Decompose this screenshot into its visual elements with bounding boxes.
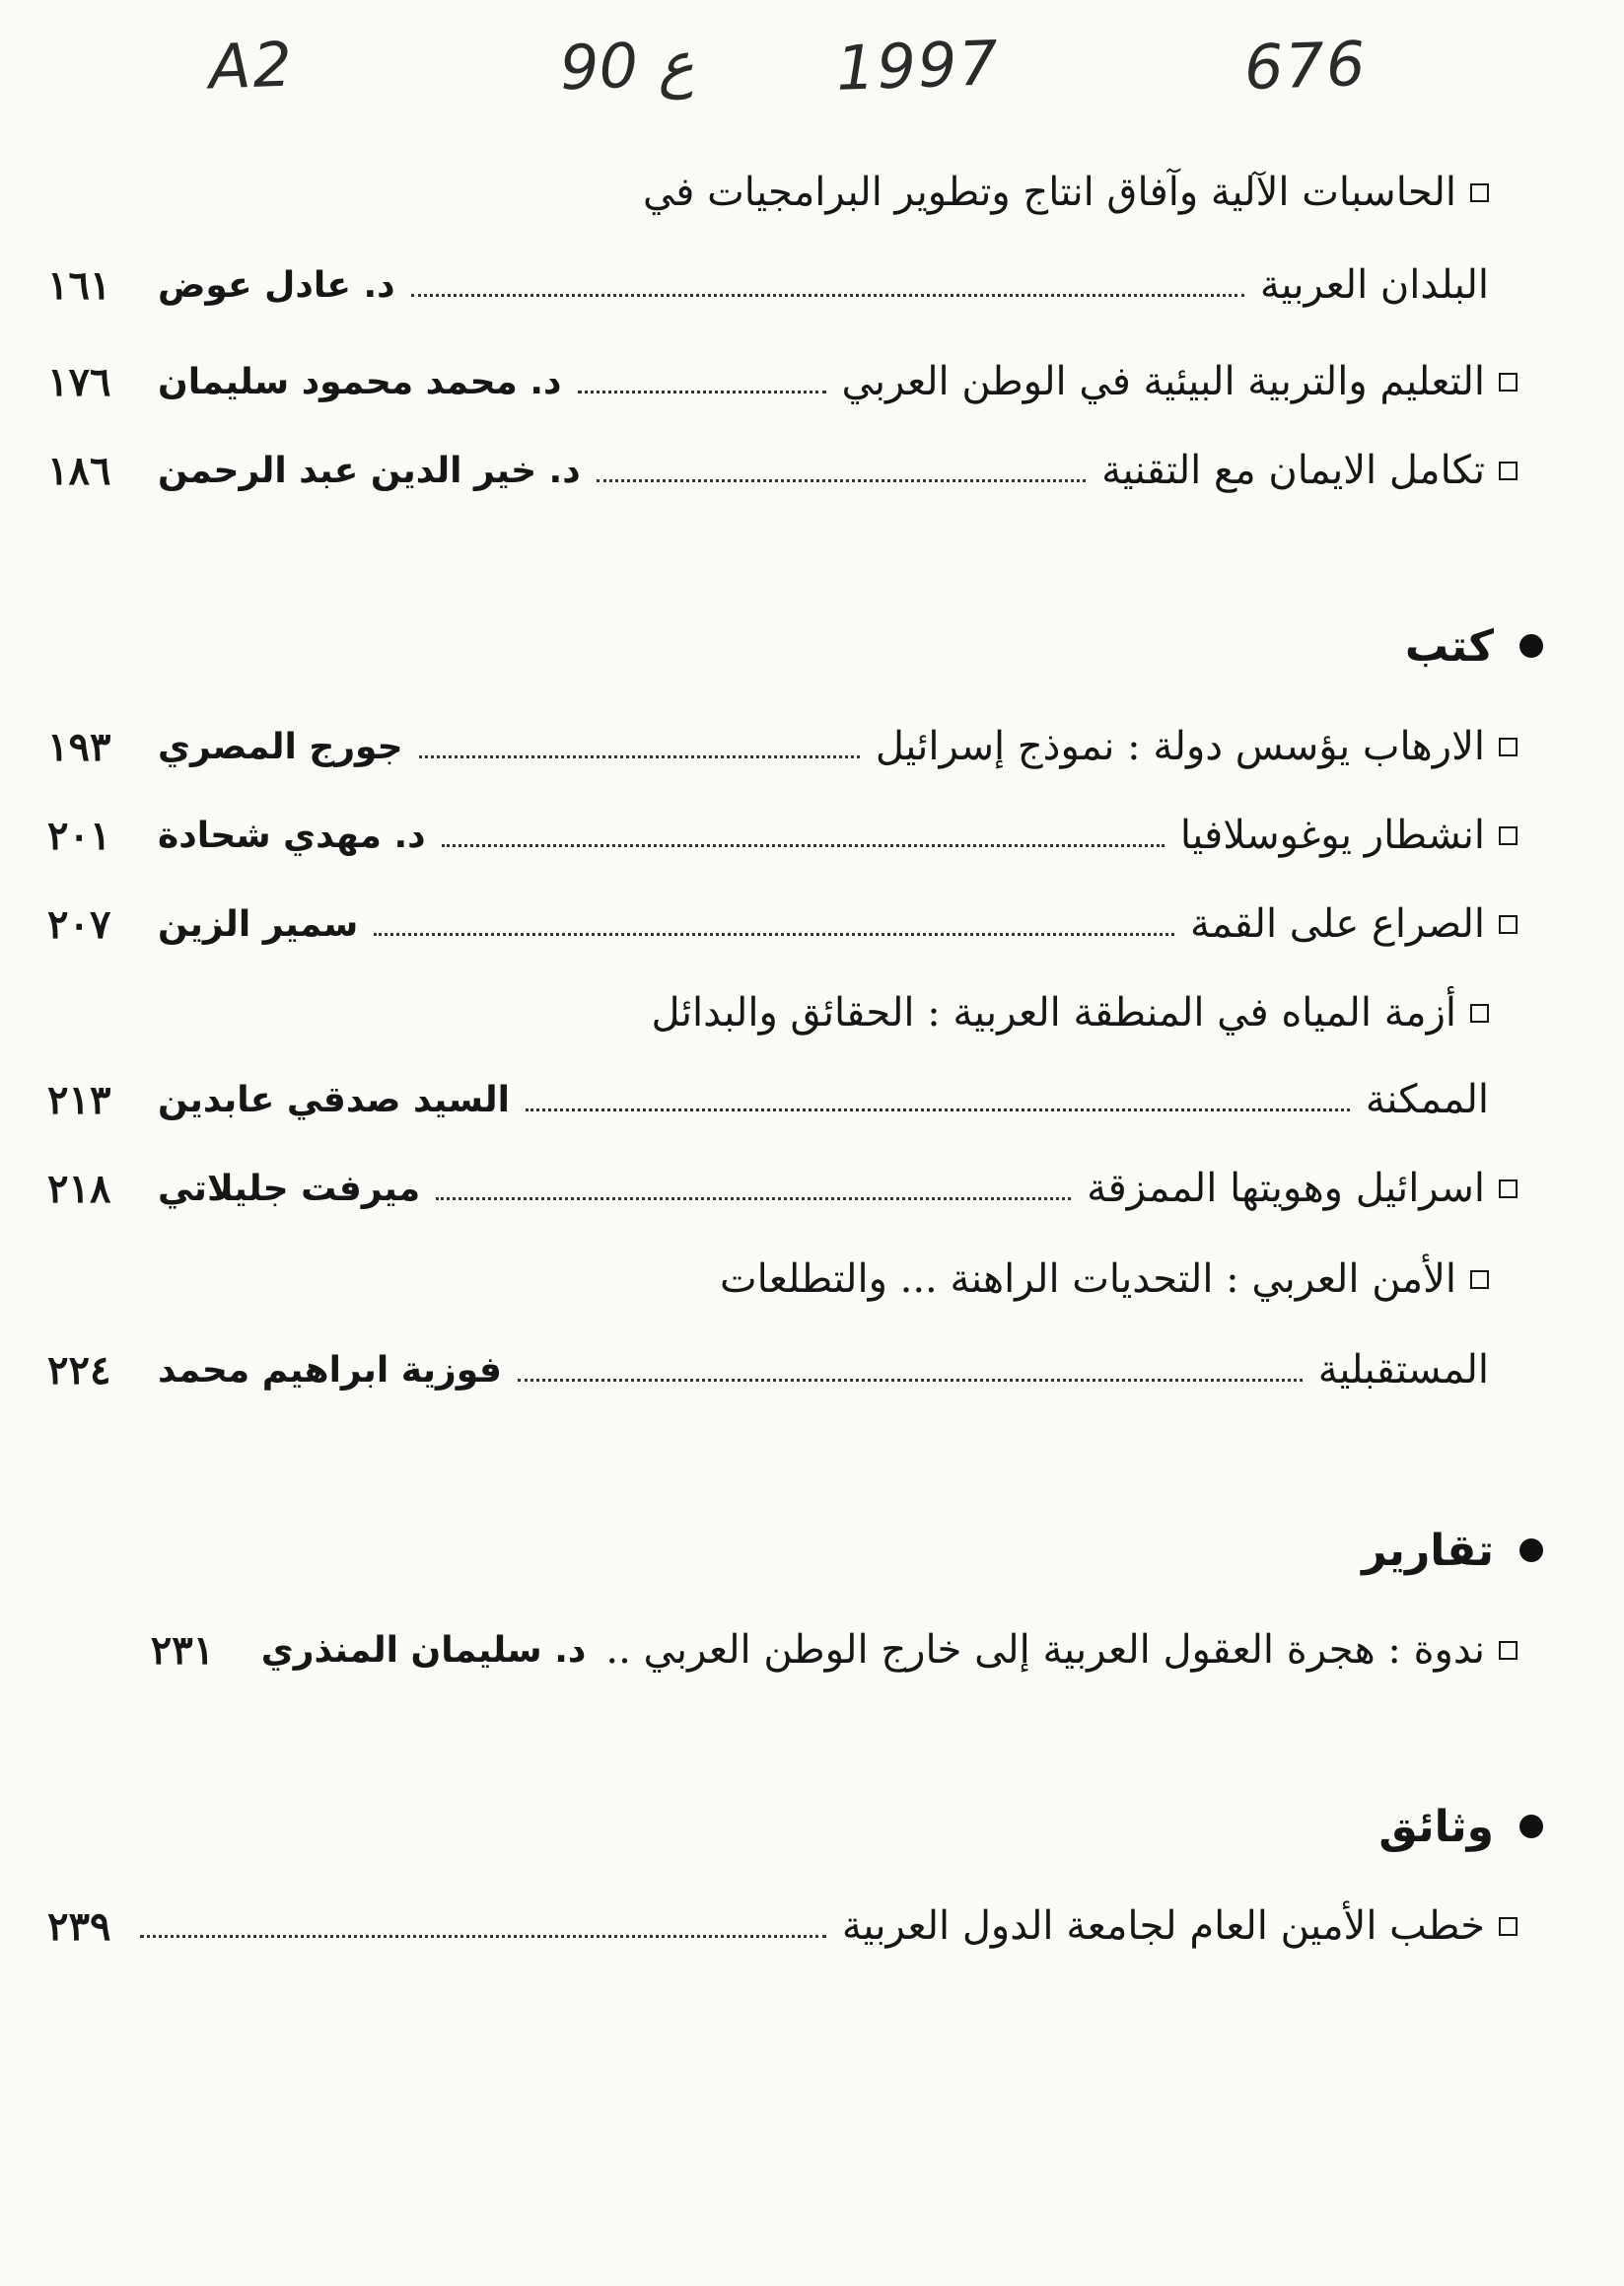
toc-entry-title: الارهاب يؤسس دولة : نموذج إسرائيل	[875, 724, 1485, 769]
toc-entry	[47, 1615, 1518, 1684]
checkbox-icon	[1499, 1179, 1518, 1198]
dot-leader	[526, 1108, 1350, 1111]
toc-entry-title-line1: الحاسبات الآلية وآفاق انتاج وتطوير البرامجيات في	[47, 158, 1518, 227]
dot-leader	[411, 294, 1244, 297]
toc-entry	[47, 801, 1518, 870]
toc-entry-page: ١٧٦	[47, 358, 111, 405]
toc-entry-author: د. مهدي شحادة	[158, 815, 426, 856]
toc-entry-page: ٢٢٤	[47, 1346, 111, 1393]
toc-entry-title-line1: الأمن العربي : التحديات الراهنة ... والتطلعات	[47, 1245, 1518, 1314]
dot-leader	[518, 1379, 1303, 1382]
toc-entry	[47, 890, 1518, 959]
toc-entry-title: انشطار يوغوسلافيا	[1179, 813, 1485, 858]
handwritten-note-3: 1997	[834, 27, 1002, 105]
toc-entry-title: المستقبلية	[1317, 1347, 1489, 1393]
toc-entry	[47, 1065, 1518, 1134]
toc-entry-title-line1: أزمة المياه في المنطقة العربية : الحقائق والبدائل	[47, 978, 1518, 1047]
toc-entry-page: ١٦١	[47, 261, 111, 309]
dot-leader	[419, 755, 860, 758]
toc-entry-title: الممكنة	[1365, 1077, 1489, 1122]
checkbox-icon	[1499, 738, 1518, 756]
section-heading-books: كتب	[1405, 607, 1543, 685]
toc-entry	[47, 1335, 1518, 1404]
checkbox-icon	[1499, 462, 1518, 480]
dot-leader	[436, 1197, 1071, 1200]
dot-leader	[374, 933, 1174, 936]
checkbox-icon	[1499, 1641, 1518, 1660]
toc-entry	[47, 1154, 1518, 1223]
toc-entry-page: ٢١٨	[47, 1165, 111, 1212]
toc-entry-author: فوزية ابراهيم محمد	[158, 1349, 502, 1391]
dot-leader	[140, 1935, 826, 1938]
toc-entry-author: د. عادل عوض	[158, 264, 395, 306]
checkbox-icon	[1470, 1270, 1489, 1289]
checkbox-icon	[1499, 373, 1518, 392]
checkbox-icon	[1470, 183, 1489, 202]
toc-entry-page: ٢٠١	[47, 812, 111, 859]
toc-entry-page: ٢٣١	[150, 1626, 215, 1674]
dot-leader	[442, 844, 1165, 847]
dot-leader	[578, 391, 826, 393]
toc-entry-title: ندوة : هجرة العقول العربية إلى خارج الوطن العربي ..	[605, 1627, 1485, 1673]
toc-entry-title: اسرائيل وهويتها الممزقة	[1087, 1166, 1485, 1211]
toc-entry-author: د. سليمان المنذري	[260, 1629, 587, 1671]
handwritten-note-2: 90 ع	[558, 27, 695, 105]
toc-entry-title: خطب الأمين العام لجامعة الدول العربية	[841, 1903, 1485, 1949]
toc-entry-title: البلدان العربية	[1259, 262, 1489, 308]
checkbox-icon	[1499, 826, 1518, 845]
toc-entry-page: ٢٣٩	[47, 1902, 111, 1950]
toc-entry-page: ٢١٣	[47, 1076, 111, 1123]
section-heading-reports: تقارير	[1362, 1511, 1543, 1590]
toc-entry	[47, 712, 1518, 781]
toc-entry-page: ١٨٦	[47, 447, 111, 494]
toc-entry-author: د. محمد محمود سليمان	[158, 361, 562, 402]
bullet-icon	[1519, 1538, 1543, 1562]
toc-entry-author: السيد صدقي عابدين	[158, 1079, 510, 1120]
toc-entry-title: تكامل الايمان مع التقنية	[1101, 448, 1485, 493]
toc-entry-page: ٢٠٧	[47, 900, 111, 948]
toc-entry-title: التعليم والتربية البيئية في الوطن العربي	[841, 359, 1485, 404]
toc-entry	[47, 436, 1518, 505]
toc-entry-author: سمير الزين	[158, 903, 359, 945]
toc-entry-author: د. خير الدين عبد الرحمن	[158, 450, 581, 491]
bullet-icon	[1519, 1815, 1543, 1838]
toc-entry-author: ميرفت جليلاتي	[158, 1168, 421, 1209]
bullet-icon	[1519, 634, 1543, 658]
toc-entry	[47, 250, 1518, 320]
handwritten-note-4: 676	[1242, 27, 1369, 105]
toc-entry-author: جورج المصري	[158, 726, 403, 767]
toc-entry-title: الصراع على القمة	[1189, 901, 1485, 947]
checkbox-icon	[1499, 1917, 1518, 1936]
handwritten-note-1: A2	[207, 28, 296, 104]
dot-leader	[597, 479, 1086, 482]
section-heading-documents: وثائق	[1378, 1787, 1543, 1866]
checkbox-icon	[1470, 1004, 1489, 1023]
checkbox-icon	[1499, 915, 1518, 934]
toc-entry	[47, 347, 1518, 416]
toc-entry	[47, 1892, 1518, 1961]
toc-entry-page: ١٩٣	[47, 723, 111, 770]
